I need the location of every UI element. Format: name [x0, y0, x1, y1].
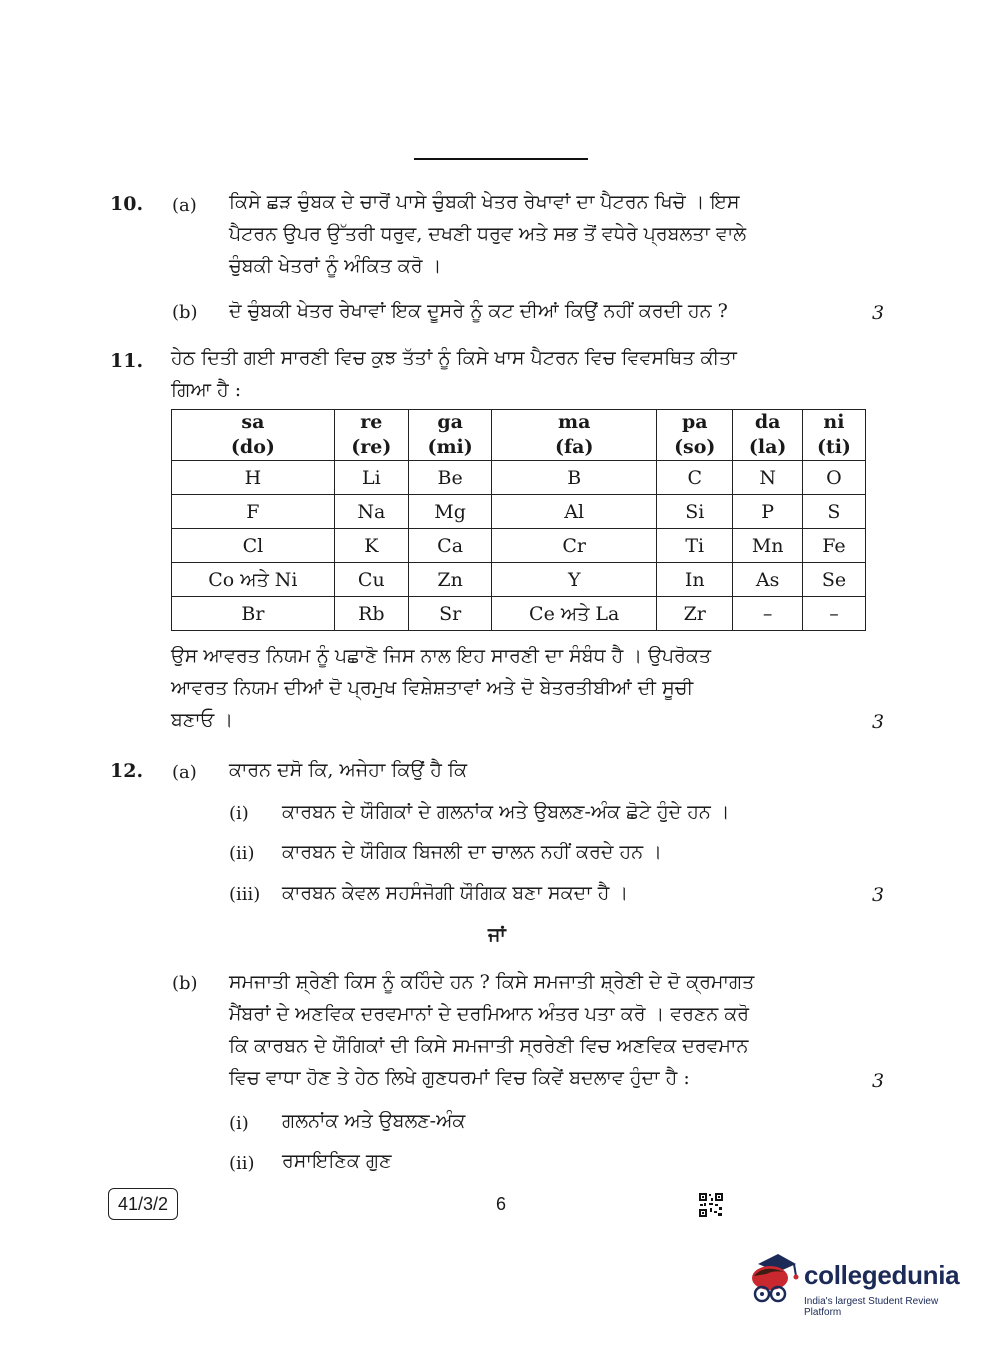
table-row — [172, 495, 866, 529]
q12-b-item-text: ਰਸਾਇਣਿਕ ਗੁਣ — [282, 1150, 392, 1172]
top-separator-line — [414, 158, 588, 160]
table-cell: C — [657, 461, 733, 495]
q11-after-line: ਆਵਰਤ ਨਿਯਮ ਦੀਆਂ ਦੋ ਪ੍ਰਮੁਖ ਵਿਸ਼ੇਸ਼ਤਾਵਾਂ ਅਤੇ ਦੋ ਬੇਤਰਤੀਬੀਆਂ ਦੀ ਸੂਚੀ — [171, 677, 694, 699]
q12-a-text: ਕਾਰਨ ਦਸੋ ਕਿ, ਅਜੇਹਾ ਕਿਉਂ ਹੈ ਕਿ — [229, 759, 468, 781]
brand-tagline: India's largest Student Review Platform — [804, 1296, 939, 1318]
table-cell: Ce ਅਤੇ La — [492, 597, 657, 631]
q12-a-item-label: (iii) — [229, 884, 261, 905]
brand-name: collegedunia — [804, 1260, 960, 1290]
q12-b-item-label: (ii) — [229, 1153, 255, 1174]
q10-a-text — [229, 186, 843, 282]
q10-a-label: (a) — [172, 195, 197, 216]
table-header-cell: pa (so) — [657, 410, 733, 461]
table-cell: Br — [172, 597, 335, 631]
q12-b-line: ਵਿਚ ਵਾਧਾ ਹੋਣ ਤੇ ਹੇਠ ਲਿਖੇ ਗੁਣਧਰਮਾਂ ਵਿਚ ਕਿਵੇਂ ਬਦਲਾਵ ਹੁੰਦਾ ਹੈ : — [229, 1067, 690, 1089]
q10-b-label: (b) — [172, 302, 198, 323]
q12-a-item-text: ਕਾਰਬਨ ਦੇ ਯੌਗਿਕ ਬਿਜਲੀ ਦਾ ਚਾਲਨ ਨਹੀਂ ਕਰਦੇ ਹਨ । — [282, 841, 662, 863]
collegedunia-logo — [744, 1250, 974, 1318]
table-cell: Li — [334, 461, 408, 495]
table-cell: Sr — [408, 597, 492, 631]
q11-intro-line: ਹੇਠ ਦਿਤੀ ਗਈ ਸਾਰਣੀ ਵਿਚ ਕੁਝ ਤੱਤਾਂ ਨੂੰ ਕਿਸੇ ਖਾਸ ਪੈਟਰਨ ਵਿਚ ਵਿਵਸਥਿਤ ਕੀਤਾ — [171, 347, 737, 369]
q10-number: 10. — [110, 193, 144, 215]
q12-b-line: ਸਮਜਾਤੀ ਸ਼੍ਰੇਣੀ ਕਿਸ ਨੂੰ ਕਹਿੰਦੇ ਹਨ ? ਕਿਸੇ ਸਮਜਾਤੀ ਸ਼੍ਰੇਣੀ ਦੇ ਦੋ ਕ੍ਰਮਾਗਤ — [229, 971, 755, 993]
q12-a-label: (a) — [172, 762, 197, 783]
q12-b-item-text: ਗਲਨਾਂਕ ਅਤੇ ਉਬਲਣ-ਅੰਕ — [282, 1110, 466, 1132]
table-header-cell: ni (ti) — [802, 410, 865, 461]
table-header-row — [172, 410, 866, 461]
table-cell: Fe — [802, 529, 865, 563]
q12-b-marks: 3 — [872, 1070, 885, 1092]
q12-a-item-text: ਕਾਰਬਨ ਦੇ ਯੌਗਿਕਾਂ ਦੇ ਗਲਨਾਂਕ ਅਤੇ ਉਬਲਣ-ਅੰਕ ਛੋਟੇ ਹੁੰਦੇ ਹਨ । — [282, 801, 730, 823]
table-cell: K — [334, 529, 408, 563]
table-row — [172, 529, 866, 563]
table-cell: As — [733, 563, 802, 597]
table-cell: H — [172, 461, 335, 495]
table-cell: – — [802, 597, 865, 631]
table-cell: Be — [408, 461, 492, 495]
table-cell: B — [492, 461, 657, 495]
table-cell: Cr — [492, 529, 657, 563]
table-cell: Y — [492, 563, 657, 597]
q12-b-line: ਕਿ ਕਾਰਬਨ ਦੇ ਯੌਗਿਕਾਂ ਦੀ ਕਿਸੇ ਸਮਜਾਤੀ ਸ੍ਰਰੇਣੀ ਵਿਚ ਅਣਵਿਕ ਦਰਵਮਾਨ — [229, 1035, 749, 1057]
table-header-cell: re (re) — [334, 410, 408, 461]
table-cell: Co ਅਤੇ Ni — [172, 563, 335, 597]
table-cell: Zn — [408, 563, 492, 597]
q11-after-line: ਬਣਾਓ । — [171, 709, 234, 731]
q12-b-label: (b) — [172, 973, 198, 994]
elements-table — [171, 409, 866, 631]
table-cell: – — [733, 597, 802, 631]
q12-b-line: ਮੈਂਬਰਾਂ ਦੇ ਅਣਵਿਕ ਦਰਵਮਾਨਾਂ ਦੇ ਦਰਮਿਆਨ ਅੰਤਰ ਪਤਾ ਕਰੋ । ਵਰਣਨ ਕਰੋ — [229, 1003, 750, 1025]
mascot-icon — [744, 1250, 802, 1310]
q12-a-item-label: (ii) — [229, 843, 255, 864]
table-cell: P — [733, 495, 802, 529]
table-cell: Si — [657, 495, 733, 529]
table-cell: Zr — [657, 597, 733, 631]
q10-a-line: ਕਿਸੇ ਛੜ ਚੁੰਬਕ ਦੇ ਚਾਰੋਂ ਪਾਸੇ ਚੁੰਬਕੀ ਖੇਤਰ ਰੇਖਾਵਾਂ ਦਾ ਪੈਟਰਨ ਖਿਚੋ । ਇਸ — [229, 191, 740, 213]
table-cell: Cu — [334, 563, 408, 597]
q11-intro-line: ਗਿਆ ਹੈ : — [171, 379, 242, 401]
q12-a-item-label: (i) — [229, 803, 249, 824]
table-cell: Ca — [408, 529, 492, 563]
q11-after-line: ਉਸ ਆਵਰਤ ਨਿਯਮ ਨੂੰ ਪਛਾਣੋ ਜਿਸ ਨਾਲ ਇਹ ਸਾਰਣੀ ਦਾ ਸੰਬੰਧ ਹੈ । ਉਪਰੋਕਤ — [171, 645, 712, 667]
table-cell: Se — [802, 563, 865, 597]
q11-intro — [171, 342, 843, 406]
q10-a-line: ਪੈਟਰਨ ਉਪਰ ਉੱਤਰੀ ਧਰੁਵ, ਦਖਣੀ ਧਰੁਵ ਅਤੇ ਸਭ ਤੋਂ ਵਧੇਰੇ ਪ੍ਰਬਲਤਾ ਵਾਲੇ — [229, 223, 747, 245]
table-cell: Ti — [657, 529, 733, 563]
table-header-cell: ma (fa) — [492, 410, 657, 461]
table-cell: Al — [492, 495, 657, 529]
q12-b-item-label: (i) — [229, 1113, 249, 1134]
paper-code-box: 41/3/2 — [108, 1188, 178, 1220]
q10-b-text: ਦੋ ਚੁੰਬਕੀ ਖੇਤਰ ਰੇਖਾਵਾਂ ਇਕ ਦੂਸਰੇ ਨੂੰ ਕਟ ਦੀਆਂ ਕਿਉਂ ਨਹੀਂ ਕਰਦੀ ਹਨ ? — [229, 300, 728, 322]
table-header-cell: sa (do) — [172, 410, 335, 461]
table-row — [172, 461, 866, 495]
q11-after-text — [171, 640, 843, 736]
q12-b-text — [229, 966, 843, 1094]
table-header-cell: da (la) — [733, 410, 802, 461]
q11-number: 11. — [110, 350, 144, 372]
or-separator: ਜਾਂ — [488, 924, 506, 946]
table-header-cell: ga (mi) — [408, 410, 492, 461]
table-cell: Mn — [733, 529, 802, 563]
table-row — [172, 597, 866, 631]
q12-number: 12. — [110, 760, 144, 782]
table-cell: Rb — [334, 597, 408, 631]
table-cell: Cl — [172, 529, 335, 563]
q12-a-item-text: ਕਾਰਬਨ ਕੇਵਲ ਸਹਸੰਜੋਗੀ ਯੌਗਿਕ ਬਣਾ ਸਕਦਾ ਹੈ । — [282, 882, 629, 904]
table-cell: F — [172, 495, 335, 529]
q10-a-line: ਚੁੰਬਕੀ ਖੇਤਰਾਂ ਨੂੰ ਅੰਕਿਤ ਕਰੋ । — [229, 255, 442, 277]
table-cell: O — [802, 461, 865, 495]
qr-code-icon — [698, 1192, 724, 1218]
table-row — [172, 563, 866, 597]
q12-a-marks: 3 — [872, 884, 885, 906]
table-cell: N — [733, 461, 802, 495]
q11-marks: 3 — [872, 711, 885, 733]
q10-marks: 3 — [872, 302, 885, 324]
table-cell: Mg — [408, 495, 492, 529]
table-cell: S — [802, 495, 865, 529]
table-cell: In — [657, 563, 733, 597]
table-cell: Na — [334, 495, 408, 529]
page-number: 6 — [496, 1194, 507, 1214]
